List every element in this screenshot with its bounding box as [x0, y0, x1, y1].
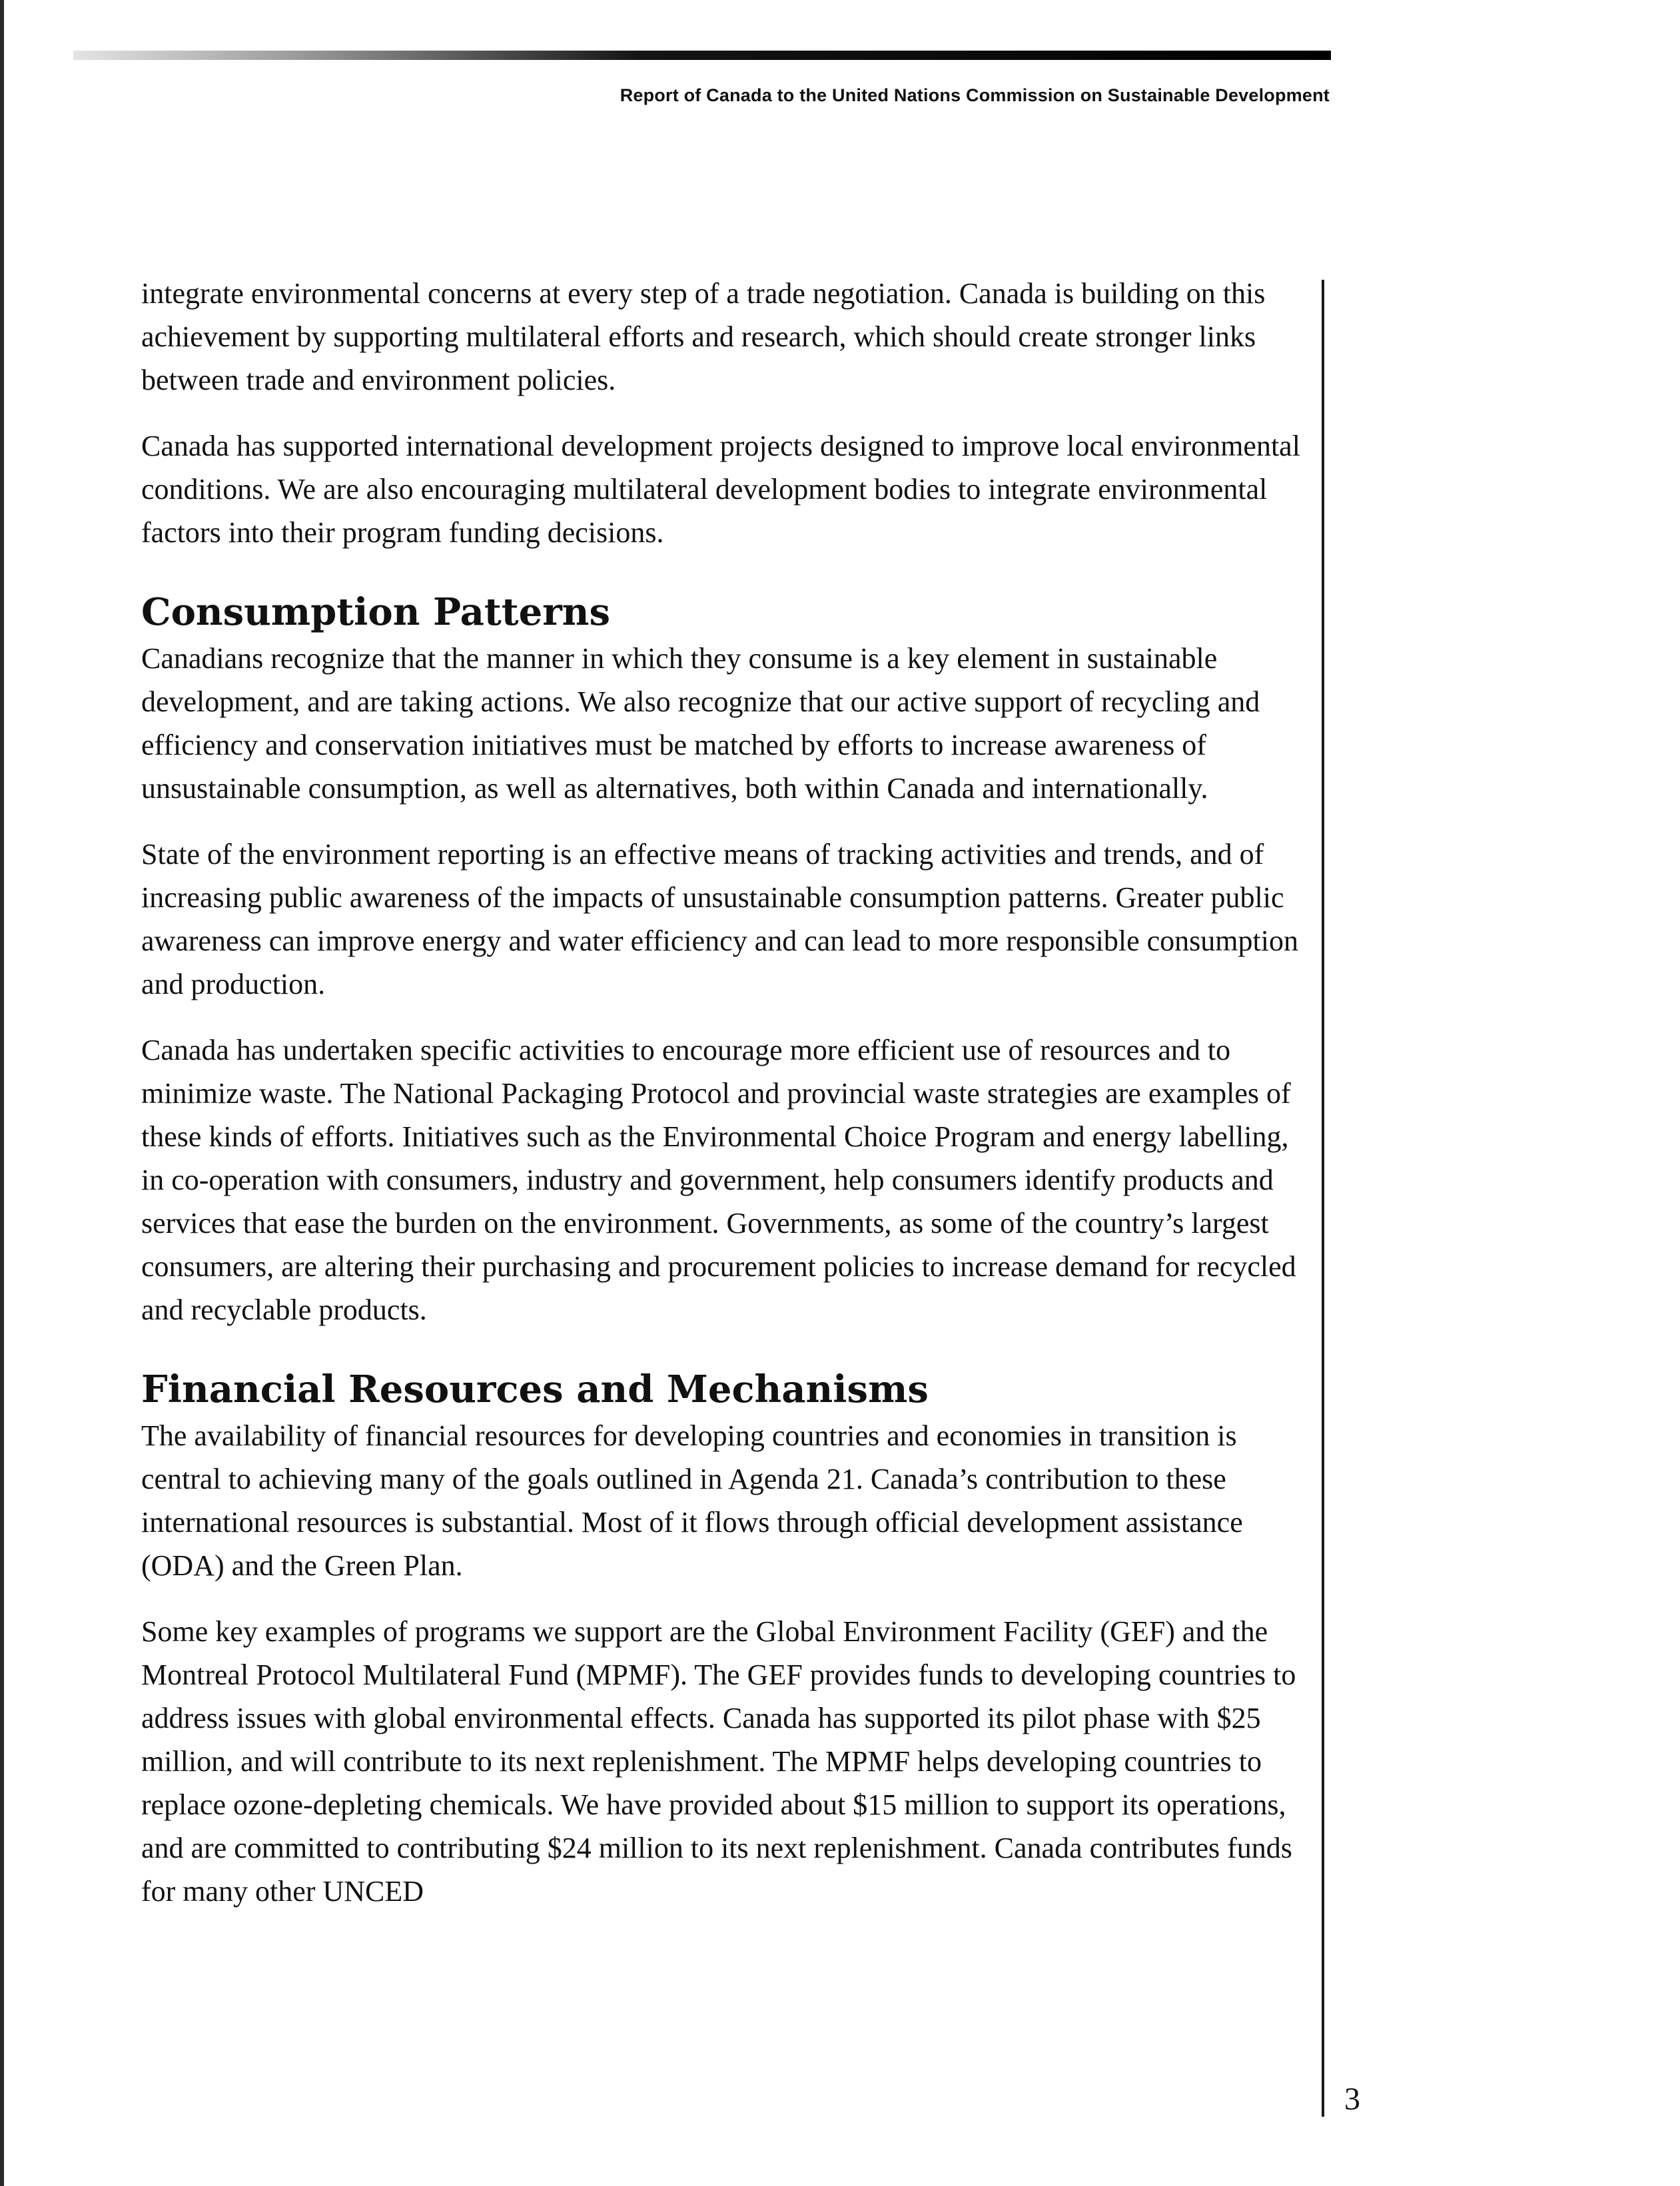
body-paragraph: Canada has supported international development projects designed to improve local environmental conditions. We are also encouraging multilateral development bodies to integrate environmental factors into their program funding decisions.	[141, 430, 1300, 549]
body-paragraph: State of the environment reporting is an effective means of tracking activities and trends, and of increasing public awareness of the impacts of unsustainable consumption patterns. Greater public awareness can improve energy and water efficiency and can lead to more responsible consumption and production.	[141, 838, 1298, 1000]
body-paragraph: Canadians recognize that the manner in which they consume is a key element in sustainable development, and are taking actions. We also recognize that our active support of recycling and efficiency and conservation initiatives must be matched by efforts to increase awareness of unsustainable consumption, as well as alternatives, both within Canada and internationally.	[141, 642, 1260, 805]
margin-rule	[1322, 280, 1324, 2117]
body-paragraph: Canada has undertaken specific activities to encourage more efficient use of resources and to minimize waste. The National Packaging Protocol and provincial waste strategies are examples of these kinds of efforts. Initiatives such as the Environmental Choice Program and energy labelling, in co-operation with consumers, industry and government, help consumers identify products and services that ease the burden on the environment. Governments, as some of the country’s largest consumers, are altering their purchasing and procurement policies to increase demand for recycled and recyclable products.	[141, 1034, 1296, 1326]
section-heading-financial-resources: Financial Resources and Mechanisms	[141, 1367, 929, 1411]
running-header: Report of Canada to the United Nations Commission on Sustainable Development	[620, 85, 1330, 105]
section-heading-consumption-patterns: Consumption Patterns	[141, 590, 610, 634]
body-paragraph: Some key examples of programs we support are the Global Environment Facility (GEF) and the Montreal Protocol Multilateral Fund (MPMF). The GEF provides funds to developing countries to address issues with global environmental effects. Canada has supported its pilot phase with $25 million, and will contribute to its next replenishment. The MPMF helps developing countries to replace ozone-depleting chemicals. We have provided about $15 million to support its operations, and are committed to contributing $24 million to its next replenishment. Canada contributes funds for many other UNCED	[141, 1615, 1296, 1908]
body-paragraph: integrate environmental concerns at every step of a trade negotiation. Canada is building on this achievement by supporting multilateral efforts and research, which should create stronger links between trade and environment policies.	[141, 277, 1266, 396]
body-paragraph: The availability of financial resources for developing countries and economies in transition is central to achieving many of the goals outlined in Agenda 21. Canada’s contribution to these international resources is substantial. Most of it flows through official development assistance (ODA) and the Green Plan.	[141, 1419, 1243, 1582]
scan-left-edge	[0, 0, 4, 2186]
page-body	[141, 272, 1300, 1936]
page-number: 3	[1344, 2081, 1360, 2117]
header-rule	[73, 51, 1331, 60]
